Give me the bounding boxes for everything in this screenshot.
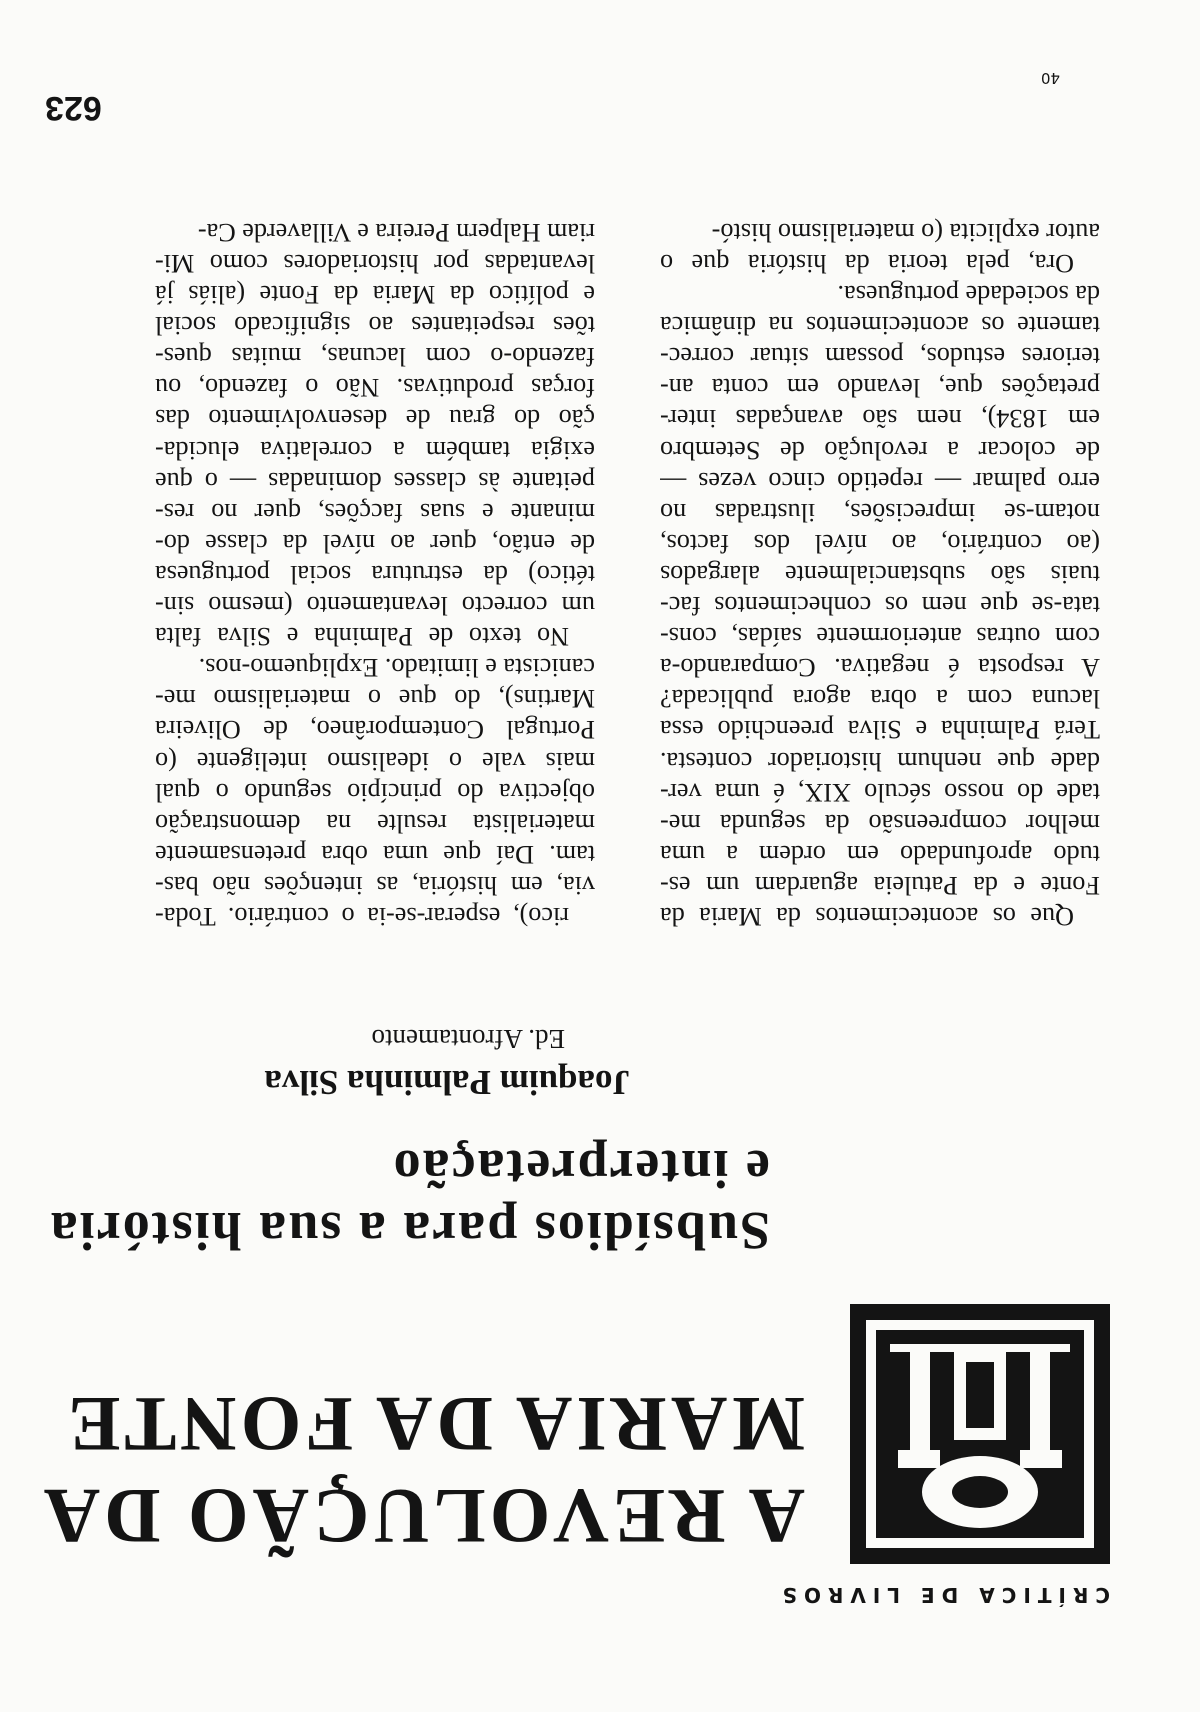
text-line: notam-se imprecisões, ilustradas no — [660, 497, 1100, 527]
text-line: materialista resulte na demonstração — [155, 808, 595, 838]
text-line: forças produtivas. Não o fazendo, ou — [155, 373, 595, 403]
printer-signature-mark: 40 — [1040, 69, 1060, 87]
text-line: (ao contrário, ao nível dos factos, — [660, 528, 1100, 558]
text-line: melhor compreensão da segunda me- — [660, 808, 1100, 838]
text-line: de colocar a revolução de Setembro — [660, 435, 1100, 465]
text-line: riam Halpern Pereira e Villaverde Ca- — [197, 217, 595, 247]
author-name: Joaquim Palminha Silva — [264, 1063, 630, 1102]
text-line: tamente os acontecimentos na dinâmica — [660, 311, 1100, 341]
text-line: objectiva do princípio segundo o qual — [155, 777, 595, 807]
text-line: lacuna com a obra agora publicada? — [660, 684, 1100, 714]
book-title-line: A REVOLUÇÃO DA — [39, 1473, 805, 1560]
text-line: tade do nosso século XIX, é uma ver- — [660, 777, 1100, 807]
text-line: peitante às classes dominadas — o que — [155, 466, 595, 496]
article-title-line: e interpretação — [391, 1139, 770, 1199]
text-line: A resposta é negativa. Comparando-a — [660, 653, 1100, 683]
text-line: com outras anteriormente saídas, cons- — [660, 622, 1100, 652]
text-line: Ora, pela teoria da história que o — [660, 249, 1074, 279]
text-line: um correcto levantamento (mesmo sin- — [155, 591, 595, 621]
text-line: Martins), do que o materialismo me- — [155, 684, 595, 714]
article-title — [30, 1138, 770, 1262]
text-line: fazendo-o com lacunas, muitas ques- — [155, 342, 595, 372]
text-line: minante e suas facções, quer no res- — [155, 497, 595, 527]
text-line: e político da Maria da Fonte (aliás já — [155, 280, 595, 310]
text-line: teriores estudos, possam situar correc- — [660, 342, 1100, 372]
book-title-line: MARIA DA FONTE — [64, 1381, 805, 1468]
text-line: de então, quer ao nível da classe do- — [155, 528, 595, 558]
text-line: levantadas por historiadores como Mi- — [155, 249, 595, 279]
text-column-left — [660, 217, 1100, 932]
text-line: No texto de Palminha e Silva falta — [155, 622, 569, 652]
text-line: em 1834), nem são avançadas inter- — [660, 404, 1100, 434]
text-line: tético) da estrutura social portuguesa — [155, 559, 595, 589]
book-title — [39, 1378, 805, 1562]
text-line: mais vale o idealismo inteligente (o — [155, 746, 595, 776]
text-line: tudo aprofundado em ordem a uma — [660, 839, 1100, 869]
text-line: da sociedade portuguesa. — [837, 280, 1100, 310]
text-line: autor explicita (o materialismo histó- — [711, 217, 1100, 247]
text-line: Que os acontecimentos da Maria da — [660, 902, 1074, 931]
text-line: tata-se que nem os conhecimentos fac- — [660, 591, 1100, 621]
text-line: exigia também a correlativa elucida- — [155, 435, 595, 465]
publication-logo — [850, 1304, 1110, 1564]
article-title-line: Subsídios para a sua história — [48, 1201, 770, 1261]
page-number: 623 — [45, 89, 102, 127]
text-line: tões respeitantes ao significado social — [155, 311, 595, 341]
text-column-right — [155, 217, 595, 932]
text-line: via, em história, as intenções não bas- — [155, 870, 595, 900]
text-line: pretações que, levando em conta an- — [660, 373, 1100, 403]
section-label: CRÍTICA DE LIVROS — [775, 1583, 1110, 1607]
text-line: rico), esperar-se-ia o contrário. Toda- — [155, 902, 569, 931]
text-line: tam. Daí que uma obra pretensamente — [155, 839, 595, 869]
text-line: tuais são substancialmente alargados — [660, 559, 1100, 589]
text-line: dade que nenhum historiador contesta. — [660, 746, 1100, 776]
publisher-name: Ed. Afrontamento — [371, 1024, 565, 1054]
text-line: erro palmar — repetido cinco vezes — — [660, 466, 1100, 496]
text-line: ção do grau de desenvolvimento das — [155, 404, 595, 434]
text-line: Portugal Contemporâneo, de Oliveira — [155, 715, 595, 745]
text-line: canicista e limitado. Expliquemo-nos. — [198, 653, 595, 683]
text-line: Fonte e da Patuleia aguardam um es- — [660, 870, 1100, 900]
text-line: Terá Palminha e Silva preenchido essa — [660, 715, 1100, 745]
